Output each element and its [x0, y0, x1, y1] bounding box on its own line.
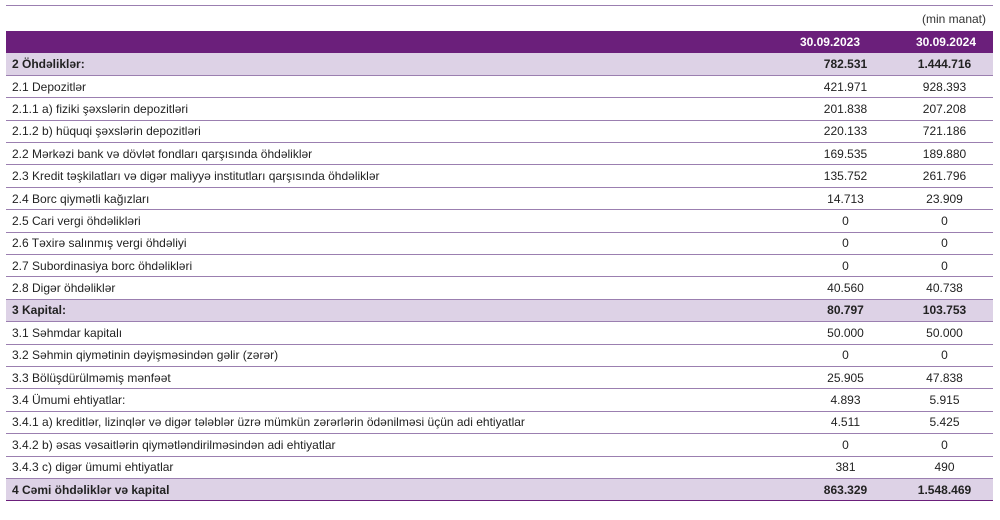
table-row — [6, 456, 993, 478]
table-row — [6, 277, 993, 299]
balance-table — [6, 31, 993, 501]
value-2023: 0 — [791, 232, 888, 254]
row-label: 2.3 Kredit təşkilatları və digər maliyyə institutları qarşısında öhdəliklər — [6, 165, 791, 187]
value-2024: 490 — [888, 456, 993, 478]
header-label — [6, 31, 791, 53]
table-row — [6, 389, 993, 411]
value-2023: 381 — [791, 456, 888, 478]
table-row — [6, 98, 993, 120]
value-2024: 1.444.716 — [888, 53, 993, 75]
value-2023: 4.511 — [791, 411, 888, 433]
table-header — [6, 31, 993, 53]
table-row — [6, 187, 993, 209]
header-date-2024: 30.09.2024 — [915, 35, 976, 49]
row-label: 4 Cəmi öhdəliklər və kapital — [6, 478, 791, 500]
value-2024: 23.909 — [888, 187, 993, 209]
value-2024: 103.753 — [888, 299, 993, 321]
row-label: 3.2 Səhmin qiymətinin dəyişməsindən gəlir (zərər) — [6, 344, 791, 366]
row-label: 2.1.2 b) hüquqi şəxslərin depozitləri — [6, 120, 791, 142]
value-2024: 261.796 — [888, 165, 993, 187]
table-row — [6, 411, 993, 433]
value-2023: 14.713 — [791, 187, 888, 209]
value-2024: 928.393 — [888, 75, 993, 97]
value-2024: 1.548.469 — [888, 478, 993, 500]
value-2023: 0 — [791, 255, 888, 277]
row-label: 3.4 Ümumi ehtiyatlar: — [6, 389, 791, 411]
row-label: 3.4.2 b) əsas vəsaitlərin qiymətləndirilməsindən adi ehtiyatlar — [6, 434, 791, 456]
value-2023: 863.329 — [791, 478, 888, 500]
row-label: 2.1.1 a) fiziki şəxslərin depozitləri — [6, 98, 791, 120]
value-2023: 40.560 — [791, 277, 888, 299]
unit-label: (min manat) — [921, 12, 986, 26]
table-row — [6, 344, 993, 366]
table-row — [6, 143, 993, 165]
value-2024: 0 — [888, 255, 993, 277]
row-label: 2.4 Borc qiymətli kağızları — [6, 187, 791, 209]
table-row — [6, 322, 993, 344]
section-row — [6, 478, 993, 500]
header-row — [6, 31, 993, 53]
table-row — [6, 120, 993, 142]
table-row — [6, 165, 993, 187]
value-2024: 40.738 — [888, 277, 993, 299]
row-label: 3.1 Səhmdar kapitalı — [6, 322, 791, 344]
top-rule — [6, 5, 993, 6]
value-2024: 207.208 — [888, 98, 993, 120]
row-label: 2 Öhdəliklər: — [6, 53, 791, 75]
table-row — [6, 232, 993, 254]
value-2024: 50.000 — [888, 322, 993, 344]
value-2023: 220.133 — [791, 120, 888, 142]
value-2023: 0 — [791, 210, 888, 232]
value-2023: 4.893 — [791, 389, 888, 411]
value-2024: 0 — [888, 232, 993, 254]
value-2023: 0 — [791, 434, 888, 456]
table-row — [6, 255, 993, 277]
value-2023: 169.535 — [791, 143, 888, 165]
row-label: 2.6 Təxirə salınmış vergi öhdəliyi — [6, 232, 791, 254]
table-row — [6, 210, 993, 232]
table-row — [6, 366, 993, 388]
value-2024: 5.425 — [888, 411, 993, 433]
table-body — [6, 53, 993, 501]
value-2023: 135.752 — [791, 165, 888, 187]
value-2023: 0 — [791, 344, 888, 366]
value-2024: 0 — [888, 210, 993, 232]
row-label: 3 Kapital: — [6, 299, 791, 321]
value-2023: 421.971 — [791, 75, 888, 97]
row-label: 3.4.1 a) kreditlər, lizinqlər və digər tələblər üzrə mümkün zərərlərin ödənilməsi üçün adi ehtiyatlar — [6, 411, 791, 433]
row-label: 2.7 Subordinasiya borc öhdəlikləri — [6, 255, 791, 277]
row-label: 2.8 Digər öhdəliklər — [6, 277, 791, 299]
value-2023: 782.531 — [791, 53, 888, 75]
value-2023: 80.797 — [791, 299, 888, 321]
value-2023: 201.838 — [791, 98, 888, 120]
row-label: 3.3 Bölüşdürülməmiş mənfəət — [6, 366, 791, 388]
value-2024: 0 — [888, 434, 993, 456]
row-label: 2.2 Mərkəzi bank və dövlət fondları qarşısında öhdəliklər — [6, 143, 791, 165]
header-date-2023: 30.09.2023 — [799, 35, 860, 49]
value-2023: 25.905 — [791, 366, 888, 388]
section-row — [6, 299, 993, 321]
row-label: 2.1 Depozitlər — [6, 75, 791, 97]
value-2024: 721.186 — [888, 120, 993, 142]
value-2024: 189.880 — [888, 143, 993, 165]
section-row — [6, 53, 993, 75]
row-label: 3.4.3 c) digər ümumi ehtiyatlar — [6, 456, 791, 478]
table-row — [6, 434, 993, 456]
value-2023: 50.000 — [791, 322, 888, 344]
row-label: 2.5 Cari vergi öhdəlikləri — [6, 210, 791, 232]
value-2024: 0 — [888, 344, 993, 366]
value-2024: 47.838 — [888, 366, 993, 388]
value-2024: 5.915 — [888, 389, 993, 411]
table-row — [6, 75, 993, 97]
